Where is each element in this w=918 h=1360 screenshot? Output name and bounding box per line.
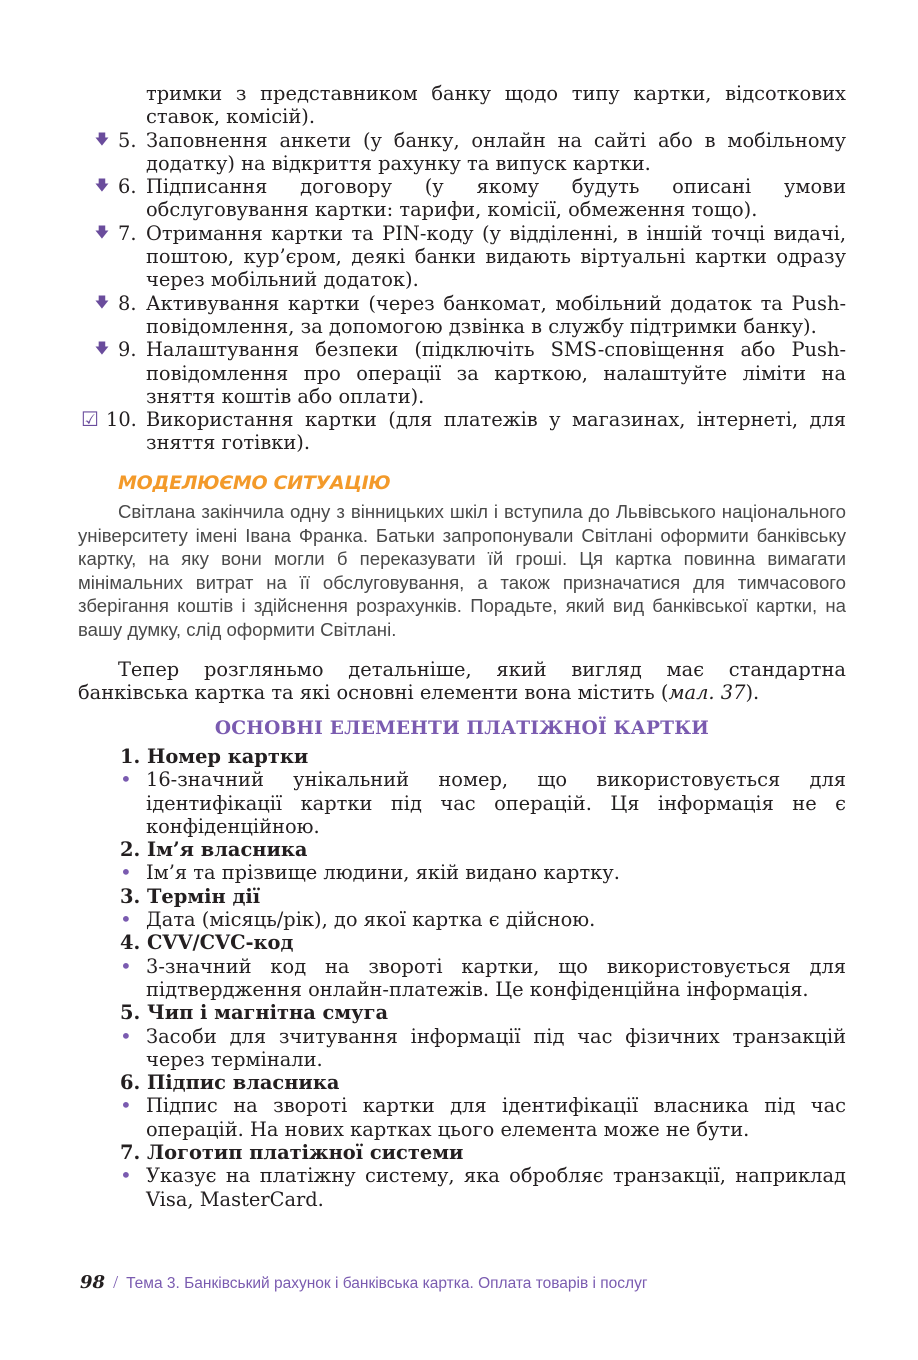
down-arrow-icon: 🡇 xyxy=(94,224,110,241)
bullet-icon: • xyxy=(120,907,132,932)
scenario-title: МОДЕЛЮЄМО СИТУАЦІЮ xyxy=(118,472,391,494)
step-text: Налаштування безпеки (підключіть SMS-сповіщення або Push-повідомлення про операції за карткою, налаштуйте ліміти на зняття коштів або оплати). xyxy=(146,338,846,408)
element-description xyxy=(78,955,846,1002)
bullet-icon: • xyxy=(120,953,132,978)
step-number: 6. xyxy=(118,175,137,199)
down-arrow-icon: 🡇 xyxy=(94,341,110,358)
down-arrow-icon: 🡇 xyxy=(94,294,110,311)
element-title: 2. Ім’я власника xyxy=(120,838,308,862)
scenario-text: Світлана закінчила одну з вінницьких шкіл і вступила до Львівського національного університету імені Івана Франка. Батьки запропонували Світлані оформити банківську картку, на яку вони могли б переказувати їй гроші. Ця картка повинна вимагати мінімальних витрат на її обслуговування, а також призначатися для тимчасового зберігання коштів і здійснення розрахунків. Порадьте, який вид банківської картки, на вашу думку, слід оформити Світлані. xyxy=(78,501,846,640)
step-number: 10. xyxy=(106,408,137,432)
description-text: Указує на платіжну систему, яка обробляє транзакції, наприклад Visa, MasterCard. xyxy=(146,1164,846,1211)
step-6 xyxy=(78,175,846,222)
step-number: 8. xyxy=(118,291,137,315)
step-text: Підписання договору (у якому будуть описані умови обслуговування картки: тарифи, комісії, обмеження тощо). xyxy=(146,175,846,222)
element-title: 5. Чип і магнітна смуга xyxy=(120,1001,389,1025)
scenario-box xyxy=(78,472,846,642)
element-title: 3. Термін дії xyxy=(120,884,261,908)
down-arrow-icon: 🡇 xyxy=(94,131,110,148)
steps-list xyxy=(78,82,846,455)
step-8 xyxy=(78,292,846,339)
description-text: 3-значний код на звороті картки, що використовується для підтвердження онлайн-платежів. Це конфіденційна інформація. xyxy=(146,954,846,1001)
element-description xyxy=(78,1025,846,1072)
bullet-icon: • xyxy=(120,1093,132,1118)
description-text: 16-значний унікальний номер, що використовується для ідентифікації картки під час операцій. Ця інформація не є конфіденційною. xyxy=(146,768,846,838)
step-text: Використання картки (для платежів у магазинах, інтернеті, для зняття готівки). xyxy=(146,408,846,455)
footer-topic: Тема 3. Банківський рахунок і банківська картка. Оплата товарів і послуг xyxy=(126,1275,648,1292)
step-number: 7. xyxy=(118,221,137,245)
step-text: тримки з представником банку щодо типу картки, відсоткових ставок, комісій). xyxy=(146,82,846,129)
element-title: 6. Підпис власника xyxy=(120,1071,340,1095)
checkbox-icon: ☑ xyxy=(81,407,99,432)
element-title: 7. Логотип платіжної системи xyxy=(120,1141,464,1165)
step-number: 9. xyxy=(118,338,137,362)
element-description xyxy=(78,1164,846,1211)
step-text: Отримання картки та PIN-коду (у відділенні, в іншій точці видачі, поштою, кур’єром, деякі банки видають віртуальні картки одразу через мобільний додаток). xyxy=(146,221,846,292)
footer-separator: / xyxy=(113,1272,119,1292)
step-number: 5. xyxy=(118,128,137,152)
page-number: 98 xyxy=(80,1272,106,1293)
step-5 xyxy=(78,129,846,176)
element-title: 4. CVV/CVC-код xyxy=(120,931,294,955)
step-10 xyxy=(78,408,846,455)
element-title: 1. Номер картки xyxy=(120,745,309,768)
page-footer xyxy=(80,1271,648,1295)
bullet-icon: • xyxy=(120,1163,132,1188)
step-7 xyxy=(78,222,846,292)
step-text: Активування картки (через банкомат, мобільний додаток та Push-повідомлення, за допомогою дзвінка в службу підтримки банку). xyxy=(146,291,846,338)
bullet-icon: • xyxy=(120,1023,132,1048)
down-arrow-icon: 🡇 xyxy=(94,178,110,195)
intro-text: Тепер розгляньмо детальніше, який вигляд має стандартна банківська картка та які основні елементи вона містить ( xyxy=(78,658,846,705)
step-9 xyxy=(78,338,846,408)
element-description xyxy=(78,908,846,931)
bullet-icon: • xyxy=(120,767,132,792)
element-description xyxy=(78,1094,846,1141)
intro-paragraph xyxy=(78,658,846,705)
intro-text-end: ). xyxy=(745,681,760,705)
description-text: Ім’я та прізвище людини, якій видано картку. xyxy=(146,861,620,885)
figure-reference: мал. 37 xyxy=(668,681,746,705)
bullet-icon: • xyxy=(120,860,132,885)
description-text: Дата (місяць/рік), до якої картка є дійсною. xyxy=(146,908,596,932)
description-text: Підпис на звороті картки для ідентифікації власника під час операцій. На нових картках цього елемента може не бути. xyxy=(146,1094,846,1141)
element-description xyxy=(78,861,846,884)
step-text: Заповнення анкети (у банку, онлайн на сайті або в мобільному додатку) на відкриття рахунку та випуск картки. xyxy=(146,128,846,175)
card-elements-section xyxy=(78,718,846,1211)
element-description xyxy=(78,768,846,838)
description-text: Засоби для зчитування інформації під час фізичних транзакцій через термінали. xyxy=(146,1024,846,1071)
step-continuation xyxy=(78,82,846,129)
section-heading: ОСНОВНІ ЕЛЕМЕНТИ ПЛАТІЖНОЇ КАРТКИ xyxy=(214,718,710,739)
